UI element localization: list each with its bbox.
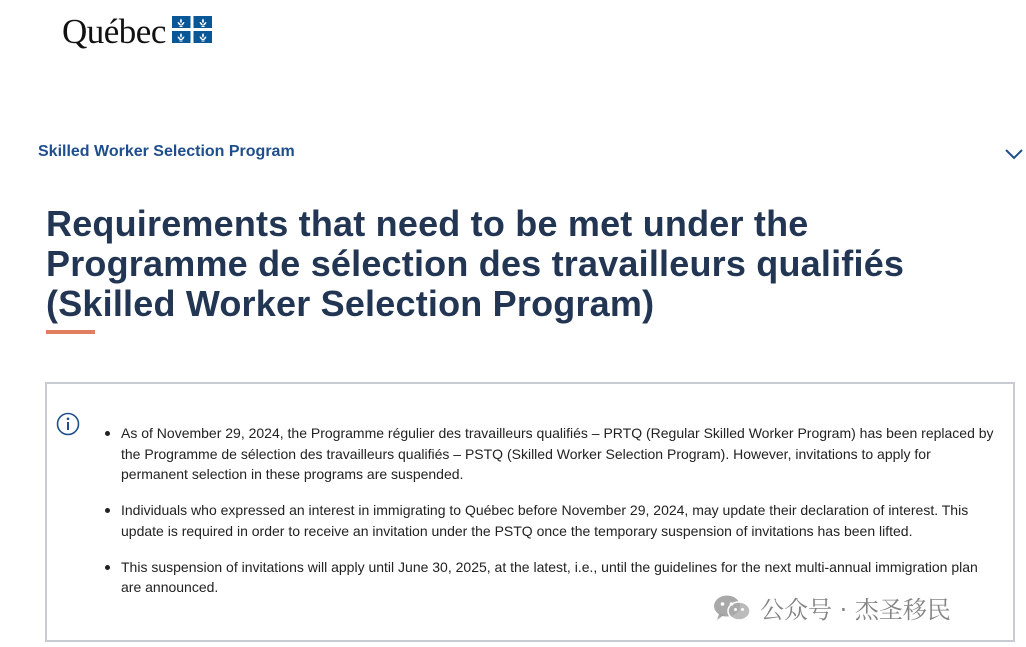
logo-wordmark: Québec (62, 12, 166, 51)
watermark-text: 公众号 · 杰圣移民 (760, 596, 951, 624)
section-nav-label[interactable]: Skilled Worker Selection Program (38, 143, 295, 160)
section-nav[interactable] (38, 143, 1026, 165)
page-title: Requirements that need to be met under the Programme de sélection des travailleurs qualifiés (Skilled Worker Selection Program) (46, 203, 905, 324)
wechat-icon (712, 593, 752, 623)
quebec-flag-icon (172, 16, 212, 43)
title-accent-bar (46, 330, 95, 334)
notice-item: This suspension of invitations will apply until June 30, 2025, at the latest, i.e., until the guidelines for the next multi-annual immigration plan are announced. (121, 557, 1001, 598)
quebec-logo[interactable] (62, 14, 212, 49)
notice-item: Individuals who expressed an interest in immigrating to Québec before November 29, 2024, may update their declaration of interest. This update is required in order to receive an invitation under the PSTQ once the temporary suspension of invitations has been lifted. (121, 500, 1001, 541)
notice-item: As of November 29, 2024, the Programme régulier des travailleurs qualifiés – PRTQ (Regular Skilled Worker Program) has been replaced by the Programme de sélection des travailleurs qualifiés – PSTQ (Skilled Worker Selection Program). However, invitations to apply for permanent selection in these programs are suspended. (121, 423, 1001, 485)
notice-list (99, 423, 1001, 613)
watermark (712, 590, 951, 625)
info-circle-icon (56, 412, 80, 436)
chevron-down-icon[interactable] (1004, 147, 1024, 161)
